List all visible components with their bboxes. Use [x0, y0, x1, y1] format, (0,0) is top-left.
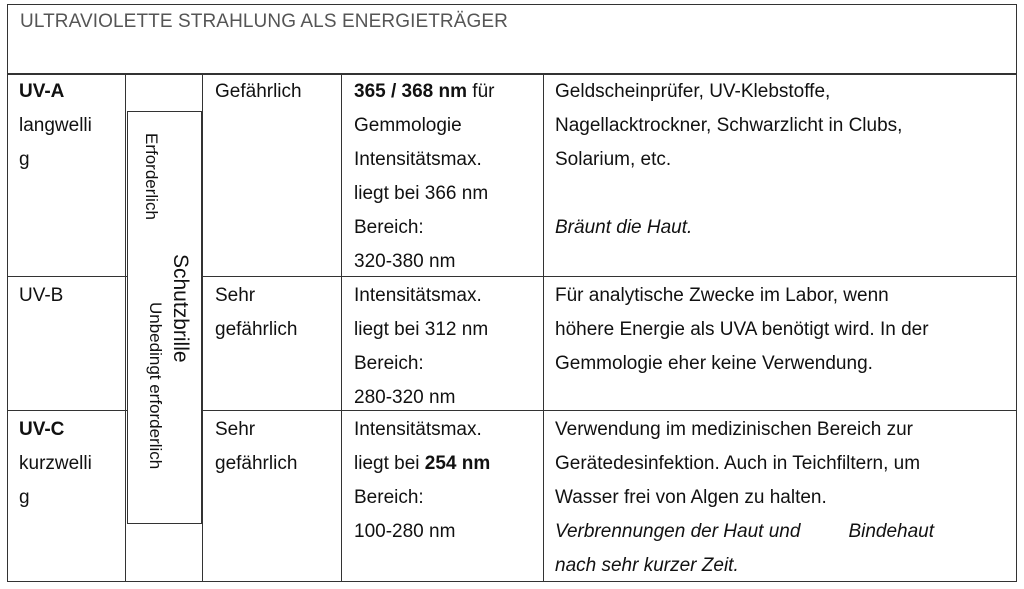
- uva-wavelength-line: 320-380 nm: [354, 251, 456, 272]
- uva-wavelength-line: Gemmologie: [354, 115, 462, 136]
- row-divider-2b: [202, 410, 1017, 411]
- uvc-wavelength-bold: 254 nm: [424, 453, 491, 474]
- uvc-name-line: g: [19, 487, 30, 508]
- uva-name: UV-A: [19, 81, 65, 102]
- uvc-wavelength-line: Bereich:: [354, 487, 424, 508]
- uva-wavelength-line: Bereich:: [354, 217, 424, 238]
- uvb-name-cell: [19, 279, 63, 313]
- uvc-danger-line: gefährlich: [215, 453, 298, 474]
- uvc-wavelength-cell: [354, 413, 490, 549]
- uva-danger-cell: [215, 75, 302, 109]
- uvb-danger-line: Sehr: [215, 285, 256, 306]
- uva-name-cell: [19, 75, 92, 177]
- uvb-use-line: Gemmologie eher keine Verwendung.: [555, 353, 873, 374]
- col-divider-3: [341, 74, 342, 582]
- uva-use-line: Geldscheinprüfer, UV-Klebstoffe,: [555, 81, 831, 102]
- uvc-name-line: kurzwelli: [19, 453, 92, 474]
- uvb-wavelength-line: liegt bei 312 nm: [354, 319, 489, 340]
- row-divider-1a: [7, 276, 127, 277]
- uvc-wavelength-line: Intensitätsmax.: [354, 419, 482, 440]
- uva-use-line: Nagellacktrockner, Schwarzlicht in Clubs,: [555, 115, 903, 136]
- uvc-use-italic-a: Verbrennungen der Haut und: [555, 521, 801, 542]
- uvc-name: UV-C: [19, 419, 65, 440]
- schutzbrille-label: Schutzbrille: [169, 254, 192, 363]
- schutzbrille-erforderlich: Erforderlich: [142, 133, 161, 220]
- col-divider-2: [202, 74, 203, 582]
- table-border-left: [7, 74, 8, 582]
- uvb-use-line: Für analytische Zwecke im Labor, wenn: [555, 285, 889, 306]
- uvb-wavelength-line: 280-320 nm: [354, 387, 456, 408]
- uvb-wavelength-line: Bereich:: [354, 353, 424, 374]
- page-title: ULTRAVIOLETTE STRAHLUNG ALS ENERGIETRÄGER: [20, 11, 508, 32]
- uvc-use-cell: [555, 413, 934, 583]
- uvb-name: UV-B: [19, 285, 64, 306]
- uva-use-line: Solarium, etc.: [555, 149, 672, 170]
- uva-use-italic: Bräunt die Haut.: [555, 217, 693, 238]
- schutzbrille-unbedingt: Unbedingt erforderlich: [146, 302, 165, 470]
- uva-wavelength-line: liegt bei 366 nm: [354, 183, 489, 204]
- uva-wavelength-suffix: für: [467, 81, 495, 102]
- uvc-danger-line: Sehr: [215, 419, 256, 440]
- row-divider-1b: [202, 276, 1017, 277]
- uvc-use-line: Verwendung im medizinischen Bereich zur: [555, 419, 914, 440]
- uva-danger: Gefährlich: [215, 81, 302, 102]
- uvc-use-line: Gerätedesinfektion. Auch in Teichfiltern, um: [555, 453, 921, 474]
- uvc-danger-cell: [215, 413, 297, 481]
- uvb-wavelength-line: Intensitätsmax.: [354, 285, 482, 306]
- uvc-use-italic-b: Bindehaut: [848, 521, 935, 542]
- title-box: [7, 4, 1017, 74]
- uvb-use-cell: [555, 279, 929, 381]
- uva-name-line: langwelli: [19, 115, 92, 136]
- uvc-wavelength-line: 100-280 nm: [354, 521, 456, 542]
- uva-use-cell: [555, 75, 902, 245]
- uvb-wavelength-cell: [354, 279, 488, 415]
- uva-wavelength-bold: 365 / 368 nm: [354, 81, 468, 102]
- uva-name-line: g: [19, 149, 30, 170]
- uva-wavelength-line: Intensitätsmax.: [354, 149, 482, 170]
- row-divider-2a: [7, 410, 127, 411]
- uvb-danger-line: gefährlich: [215, 319, 298, 340]
- col-divider-1: [125, 74, 126, 582]
- uvb-danger-cell: [215, 279, 297, 347]
- uvc-wavelength-prefix: liegt bei: [354, 453, 425, 474]
- uva-wavelength-cell: [354, 75, 494, 279]
- uvc-use-italic-c: nach sehr kurzer Zeit.: [555, 555, 739, 576]
- uvb-use-line: höhere Energie als UVA benötigt wird. In der: [555, 319, 929, 340]
- table-border-right: [1016, 74, 1017, 582]
- uvc-use-line: Wasser frei von Algen zu halten.: [555, 487, 827, 508]
- uvc-name-cell: [19, 413, 92, 515]
- col-divider-4: [543, 74, 544, 582]
